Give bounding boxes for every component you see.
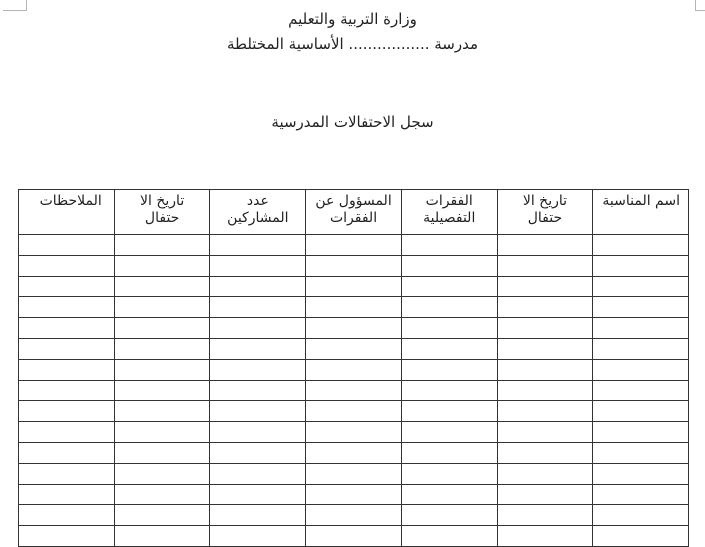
table-row bbox=[19, 505, 689, 526]
table-row bbox=[19, 235, 689, 256]
header-celebration-date-2: تاريخ الا حتفال bbox=[114, 190, 210, 235]
table-cell[interactable] bbox=[210, 484, 306, 505]
table-cell[interactable] bbox=[306, 505, 402, 526]
table-cell[interactable] bbox=[210, 422, 306, 443]
table-cell[interactable] bbox=[114, 338, 210, 359]
table-row bbox=[19, 276, 689, 297]
table-cell[interactable] bbox=[497, 276, 593, 297]
table-cell[interactable] bbox=[114, 526, 210, 547]
table-cell[interactable] bbox=[114, 318, 210, 339]
table-cell[interactable] bbox=[497, 380, 593, 401]
table-row bbox=[19, 338, 689, 359]
table-row bbox=[19, 463, 689, 484]
table-cell[interactable] bbox=[210, 380, 306, 401]
table-cell[interactable] bbox=[593, 442, 689, 463]
table-cell[interactable] bbox=[306, 359, 402, 380]
table-cell[interactable] bbox=[306, 463, 402, 484]
table-cell[interactable] bbox=[210, 297, 306, 318]
table-cell[interactable] bbox=[306, 422, 402, 443]
table-cell[interactable] bbox=[114, 422, 210, 443]
header-participants-count: عدد المشاركين bbox=[210, 190, 306, 235]
table-cell[interactable] bbox=[497, 235, 593, 256]
table-cell[interactable] bbox=[19, 484, 115, 505]
table-cell[interactable] bbox=[306, 255, 402, 276]
table-cell[interactable] bbox=[19, 526, 115, 547]
table-cell[interactable] bbox=[401, 422, 497, 443]
table-cell[interactable] bbox=[593, 380, 689, 401]
table-cell[interactable] bbox=[114, 255, 210, 276]
table-cell[interactable] bbox=[210, 505, 306, 526]
table-cell[interactable] bbox=[593, 422, 689, 443]
table-cell[interactable] bbox=[19, 297, 115, 318]
table-row bbox=[19, 297, 689, 318]
table-cell[interactable] bbox=[114, 380, 210, 401]
table-cell[interactable] bbox=[306, 380, 402, 401]
table-cell[interactable] bbox=[593, 359, 689, 380]
document-title: سجل الاحتفالات المدرسية bbox=[271, 113, 434, 131]
table-cell[interactable] bbox=[497, 359, 593, 380]
table-cell[interactable] bbox=[210, 401, 306, 422]
table-cell[interactable] bbox=[210, 359, 306, 380]
school-heading: مدرسة ................. الأساسية المختلطة bbox=[226, 35, 479, 53]
table-cell[interactable] bbox=[19, 380, 115, 401]
table-cell[interactable] bbox=[497, 297, 593, 318]
table-cell[interactable] bbox=[497, 442, 593, 463]
table-row bbox=[19, 359, 689, 380]
table-cell[interactable] bbox=[593, 338, 689, 359]
table-body bbox=[19, 235, 689, 547]
table-row bbox=[19, 422, 689, 443]
table-cell[interactable] bbox=[114, 235, 210, 256]
table-cell[interactable] bbox=[497, 318, 593, 339]
table-cell[interactable] bbox=[593, 463, 689, 484]
table-cell[interactable] bbox=[593, 318, 689, 339]
table-cell[interactable] bbox=[19, 318, 115, 339]
table-row bbox=[19, 255, 689, 276]
table-cell[interactable] bbox=[19, 276, 115, 297]
table-header-row bbox=[19, 190, 689, 235]
table-cell[interactable] bbox=[114, 297, 210, 318]
table-cell[interactable] bbox=[210, 318, 306, 339]
table-cell[interactable] bbox=[401, 255, 497, 276]
table-cell[interactable] bbox=[593, 484, 689, 505]
table-row bbox=[19, 401, 689, 422]
header-celebration-date: تاريخ الا حتفال bbox=[497, 190, 593, 235]
table-cell[interactable] bbox=[114, 505, 210, 526]
table-cell[interactable] bbox=[497, 422, 593, 443]
table-cell[interactable] bbox=[497, 463, 593, 484]
table-cell[interactable] bbox=[306, 338, 402, 359]
table-cell[interactable] bbox=[210, 526, 306, 547]
table-cell[interactable] bbox=[114, 484, 210, 505]
table-cell[interactable] bbox=[114, 442, 210, 463]
table-cell[interactable] bbox=[210, 463, 306, 484]
header-detailed-items: الفقرات التفصيلية bbox=[401, 190, 497, 235]
table-row bbox=[19, 484, 689, 505]
table-cell[interactable] bbox=[306, 297, 402, 318]
table-cell[interactable] bbox=[19, 442, 115, 463]
table-cell[interactable] bbox=[19, 463, 115, 484]
table-cell[interactable] bbox=[210, 276, 306, 297]
header-occasion-name: اسم المناسبة bbox=[593, 190, 689, 235]
celebrations-register-table bbox=[18, 189, 689, 547]
table-cell[interactable] bbox=[210, 442, 306, 463]
table-row bbox=[19, 318, 689, 339]
table-cell[interactable] bbox=[401, 484, 497, 505]
table-cell[interactable] bbox=[19, 235, 115, 256]
table-cell[interactable] bbox=[401, 505, 497, 526]
table-cell[interactable] bbox=[401, 380, 497, 401]
header-items-responsible: المسؤول عن الفقرات bbox=[306, 190, 402, 235]
table-cell[interactable] bbox=[401, 526, 497, 547]
table-cell[interactable] bbox=[401, 338, 497, 359]
table-cell[interactable] bbox=[210, 235, 306, 256]
table-cell[interactable] bbox=[401, 463, 497, 484]
table-cell[interactable] bbox=[593, 526, 689, 547]
table-cell[interactable] bbox=[19, 422, 115, 443]
table-cell[interactable] bbox=[401, 401, 497, 422]
table-cell[interactable] bbox=[593, 276, 689, 297]
table-cell[interactable] bbox=[497, 505, 593, 526]
table-cell[interactable] bbox=[593, 297, 689, 318]
table-cell[interactable] bbox=[210, 338, 306, 359]
table-cell[interactable] bbox=[306, 526, 402, 547]
table-cell[interactable] bbox=[19, 338, 115, 359]
table-cell[interactable] bbox=[593, 505, 689, 526]
table-cell[interactable] bbox=[114, 401, 210, 422]
table-cell[interactable] bbox=[306, 484, 402, 505]
table-cell[interactable] bbox=[497, 526, 593, 547]
table-row bbox=[19, 380, 689, 401]
header-notes: الملاحظات bbox=[19, 190, 115, 235]
table-cell[interactable] bbox=[497, 401, 593, 422]
table-cell[interactable] bbox=[114, 359, 210, 380]
table-cell[interactable] bbox=[306, 318, 402, 339]
table-cell[interactable] bbox=[19, 255, 115, 276]
table-cell[interactable] bbox=[19, 359, 115, 380]
table-cell[interactable] bbox=[306, 235, 402, 256]
table-cell[interactable] bbox=[306, 442, 402, 463]
table-cell[interactable] bbox=[593, 401, 689, 422]
table-cell[interactable] bbox=[306, 401, 402, 422]
table-cell[interactable] bbox=[497, 338, 593, 359]
ministry-heading: وزارة التربية والتعليم bbox=[288, 10, 417, 28]
table-cell[interactable] bbox=[401, 318, 497, 339]
table-row bbox=[19, 526, 689, 547]
table-cell[interactable] bbox=[114, 276, 210, 297]
table-cell[interactable] bbox=[19, 505, 115, 526]
table-cell[interactable] bbox=[593, 255, 689, 276]
table-cell[interactable] bbox=[306, 276, 402, 297]
table-cell[interactable] bbox=[210, 255, 306, 276]
table-cell[interactable] bbox=[401, 235, 497, 256]
table-row bbox=[19, 442, 689, 463]
table-cell[interactable] bbox=[401, 442, 497, 463]
table-cell[interactable] bbox=[593, 235, 689, 256]
table-cell[interactable] bbox=[19, 401, 115, 422]
table-cell[interactable] bbox=[114, 463, 210, 484]
table-cell[interactable] bbox=[401, 359, 497, 380]
table-cell[interactable] bbox=[497, 484, 593, 505]
table-cell[interactable] bbox=[401, 297, 497, 318]
table-cell[interactable] bbox=[401, 276, 497, 297]
table-cell[interactable] bbox=[497, 255, 593, 276]
